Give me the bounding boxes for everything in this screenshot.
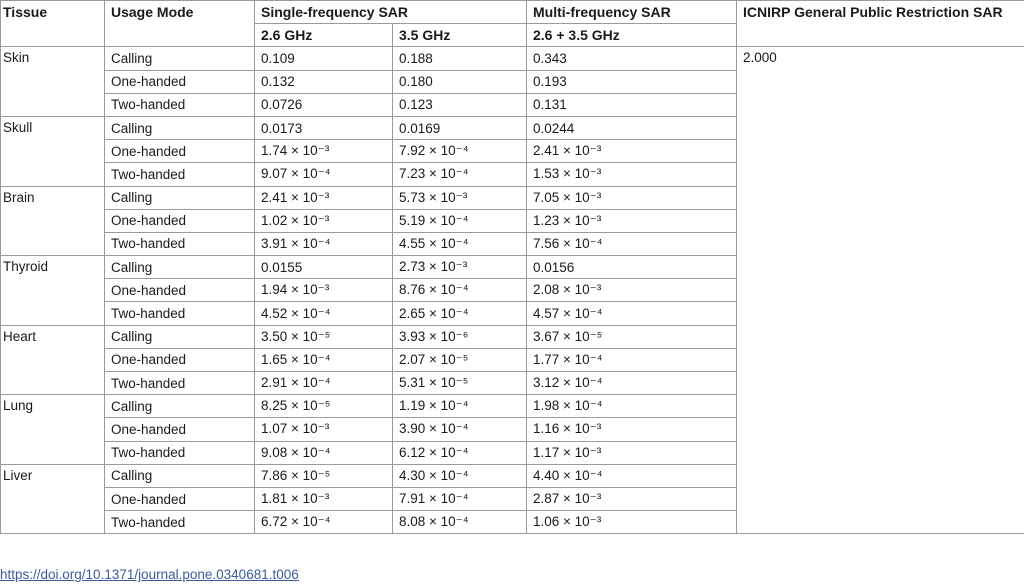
- sar-value-cell: 2.91 × 10⁻⁴: [255, 372, 393, 395]
- header-icnirp: ICNIRP General Public Restriction SAR: [737, 1, 1024, 47]
- sar-value-cell: 1.23 × 10⁻³: [527, 209, 737, 232]
- sar-value-cell: 3.67 × 10⁻⁵: [527, 325, 737, 348]
- sar-value-cell: 0.180: [393, 70, 527, 93]
- sar-value-cell: 8.76 × 10⁻⁴: [393, 279, 527, 302]
- usage-mode-cell: Calling: [105, 47, 255, 70]
- usage-mode-cell: One-handed: [105, 348, 255, 371]
- sar-value-cell: 7.05 × 10⁻³: [527, 186, 737, 209]
- sar-value-cell: 9.08 × 10⁻⁴: [255, 441, 393, 464]
- sar-value-cell: 4.55 × 10⁻⁴: [393, 232, 527, 255]
- sar-value-cell: 4.40 × 10⁻⁴: [527, 464, 737, 487]
- usage-mode-cell: Calling: [105, 186, 255, 209]
- sar-value-cell: 4.52 × 10⁻⁴: [255, 302, 393, 325]
- sar-value-cell: 2.41 × 10⁻³: [527, 140, 737, 163]
- sar-value-cell: 2.87 × 10⁻³: [527, 487, 737, 510]
- sar-value-cell: 0.193: [527, 70, 737, 93]
- sar-value-cell: 0.131: [527, 93, 737, 116]
- usage-mode-cell: Two-handed: [105, 93, 255, 116]
- header-freq-combined: 2.6 + 3.5 GHz: [527, 24, 737, 47]
- usage-mode-cell: Calling: [105, 256, 255, 279]
- sar-value-cell: 7.23 × 10⁻⁴: [393, 163, 527, 186]
- sar-value-cell: 0.0169: [393, 116, 527, 139]
- usage-mode-cell: Two-handed: [105, 511, 255, 534]
- tissue-cell: Thyroid: [1, 256, 105, 326]
- usage-mode-cell: Two-handed: [105, 441, 255, 464]
- sar-value-cell: 3.90 × 10⁻⁴: [393, 418, 527, 441]
- sar-value-cell: 1.74 × 10⁻³: [255, 140, 393, 163]
- sar-value-cell: 8.25 × 10⁻⁵: [255, 395, 393, 418]
- sar-value-cell: 0.0244: [527, 116, 737, 139]
- sar-value-cell: 1.02 × 10⁻³: [255, 209, 393, 232]
- sar-value-cell: 1.16 × 10⁻³: [527, 418, 737, 441]
- header-tissue: Tissue: [1, 1, 105, 47]
- sar-value-cell: 0.0155: [255, 256, 393, 279]
- header-freq-2-6: 2.6 GHz: [255, 24, 393, 47]
- sar-value-cell: 0.343: [527, 47, 737, 70]
- sar-value-cell: 5.73 × 10⁻³: [393, 186, 527, 209]
- sar-value-cell: 4.57 × 10⁻⁴: [527, 302, 737, 325]
- sar-value-cell: 1.94 × 10⁻³: [255, 279, 393, 302]
- header-usage-mode: Usage Mode: [105, 1, 255, 47]
- tissue-cell: Liver: [1, 464, 105, 534]
- sar-value-cell: 0.123: [393, 93, 527, 116]
- sar-value-cell: 4.30 × 10⁻⁴: [393, 464, 527, 487]
- tissue-cell: Lung: [1, 395, 105, 465]
- usage-mode-cell: Calling: [105, 395, 255, 418]
- table-body: [1, 47, 1024, 534]
- sar-value-cell: 0.0156: [527, 256, 737, 279]
- usage-mode-cell: One-handed: [105, 418, 255, 441]
- sar-value-cell: 2.65 × 10⁻⁴: [393, 302, 527, 325]
- sar-value-cell: 0.0173: [255, 116, 393, 139]
- sar-value-cell: 3.91 × 10⁻⁴: [255, 232, 393, 255]
- header-multi-frequency: Multi-frequency SAR: [527, 1, 737, 24]
- sar-value-cell: 3.93 × 10⁻⁶: [393, 325, 527, 348]
- sar-value-cell: 2.08 × 10⁻³: [527, 279, 737, 302]
- usage-mode-cell: Two-handed: [105, 163, 255, 186]
- sar-value-cell: 8.08 × 10⁻⁴: [393, 511, 527, 534]
- usage-mode-cell: Calling: [105, 464, 255, 487]
- usage-mode-cell: Two-handed: [105, 372, 255, 395]
- header-row: [1, 1, 1024, 24]
- usage-mode-cell: Two-handed: [105, 232, 255, 255]
- usage-mode-cell: One-handed: [105, 140, 255, 163]
- usage-mode-cell: Calling: [105, 116, 255, 139]
- sar-value-cell: 3.50 × 10⁻⁵: [255, 325, 393, 348]
- header-single-frequency: Single-frequency SAR: [255, 1, 527, 24]
- icnirp-value-cell: 2.000: [737, 47, 1024, 534]
- sar-value-cell: 2.73 × 10⁻³: [393, 256, 527, 279]
- sar-value-cell: 2.41 × 10⁻³: [255, 186, 393, 209]
- usage-mode-cell: Calling: [105, 325, 255, 348]
- sar-value-cell: 7.92 × 10⁻⁴: [393, 140, 527, 163]
- doi-link[interactable]: https://doi.org/10.1371/journal.pone.0340681.t006: [0, 567, 299, 582]
- table-row: [1, 47, 1024, 70]
- usage-mode-cell: One-handed: [105, 279, 255, 302]
- sar-value-cell: 5.31 × 10⁻⁵: [393, 372, 527, 395]
- sar-value-cell: 9.07 × 10⁻⁴: [255, 163, 393, 186]
- sar-value-cell: 1.98 × 10⁻⁴: [527, 395, 737, 418]
- sar-value-cell: 2.07 × 10⁻⁵: [393, 348, 527, 371]
- sar-value-cell: 1.17 × 10⁻³: [527, 441, 737, 464]
- sar-value-cell: 6.72 × 10⁻⁴: [255, 511, 393, 534]
- usage-mode-cell: One-handed: [105, 487, 255, 510]
- sar-value-cell: 7.56 × 10⁻⁴: [527, 232, 737, 255]
- sar-value-cell: 7.86 × 10⁻⁵: [255, 464, 393, 487]
- sar-value-cell: 1.65 × 10⁻⁴: [255, 348, 393, 371]
- usage-mode-cell: One-handed: [105, 209, 255, 232]
- sar-value-cell: 3.12 × 10⁻⁴: [527, 372, 737, 395]
- sar-value-cell: 0.188: [393, 47, 527, 70]
- tissue-cell: Skin: [1, 47, 105, 117]
- sar-value-cell: 6.12 × 10⁻⁴: [393, 441, 527, 464]
- usage-mode-cell: One-handed: [105, 70, 255, 93]
- tissue-cell: Skull: [1, 116, 105, 186]
- sar-value-cell: 1.53 × 10⁻³: [527, 163, 737, 186]
- sar-value-cell: 5.19 × 10⁻⁴: [393, 209, 527, 232]
- sar-value-cell: 1.77 × 10⁻⁴: [527, 348, 737, 371]
- sar-value-cell: 1.06 × 10⁻³: [527, 511, 737, 534]
- header-freq-3-5: 3.5 GHz: [393, 24, 527, 47]
- sar-value-cell: 7.91 × 10⁻⁴: [393, 487, 527, 510]
- sar-value-cell: 1.07 × 10⁻³: [255, 418, 393, 441]
- sar-value-cell: 0.132: [255, 70, 393, 93]
- sar-value-cell: 1.19 × 10⁻⁴: [393, 395, 527, 418]
- sar-value-cell: 0.0726: [255, 93, 393, 116]
- sar-value-cell: 0.109: [255, 47, 393, 70]
- tissue-cell: Brain: [1, 186, 105, 256]
- usage-mode-cell: Two-handed: [105, 302, 255, 325]
- tissue-cell: Heart: [1, 325, 105, 395]
- sar-value-cell: 1.81 × 10⁻³: [255, 487, 393, 510]
